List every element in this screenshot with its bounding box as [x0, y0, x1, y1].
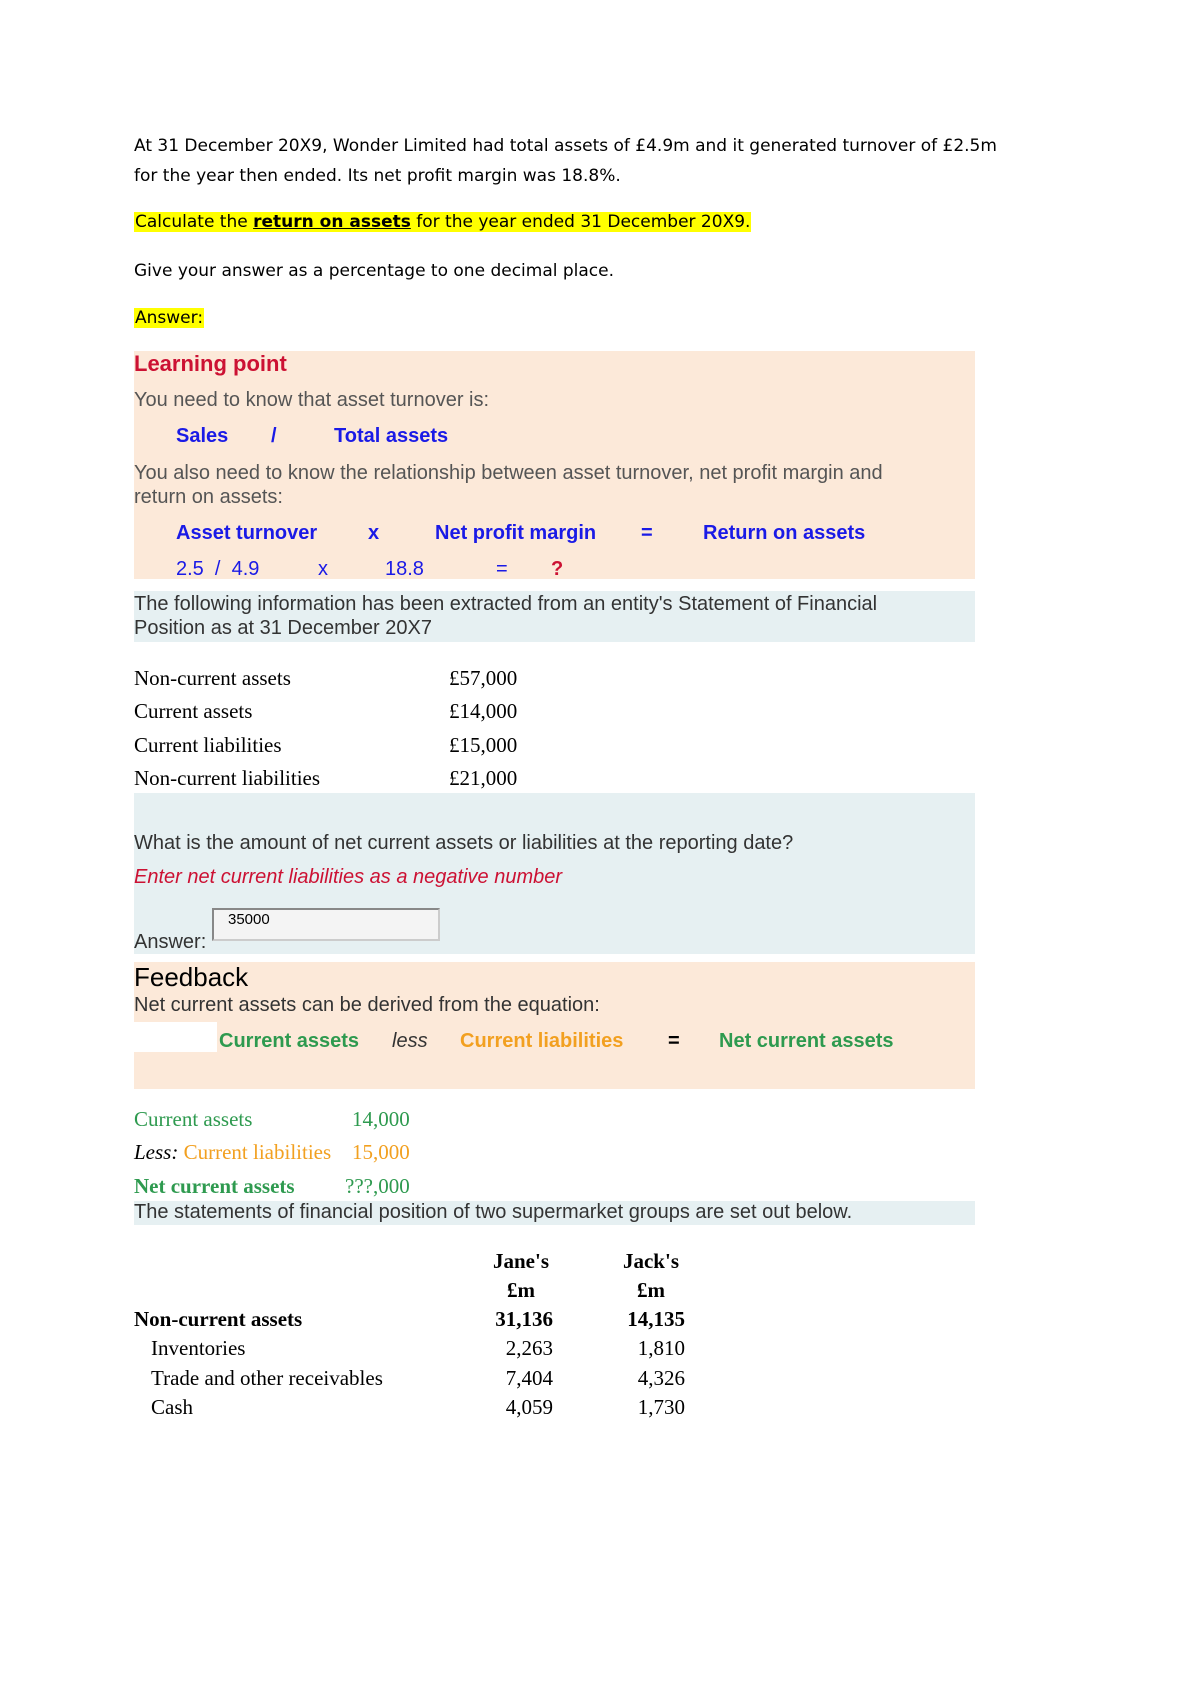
q1-intro-line2: for the year then ended. Its net profit margin was 18.8%. [134, 166, 621, 186]
calc-current-liabilities-label: Current liabilities [183, 1140, 332, 1164]
q1-calc-pre: Calculate the [135, 212, 254, 232]
q3-intro: The statements of financial position of two supermarket groups are set out below. [134, 1201, 853, 1223]
table-cell-jacks: 4,326 [637, 1366, 685, 1390]
calc-less-row [134, 1140, 331, 1165]
col-header-jacks: Jack's [622, 1249, 679, 1273]
q1-instruction: Give your answer as a percentage to one decimal place. [134, 261, 615, 281]
feedback-indent-cell [134, 1022, 217, 1052]
calc-net-current-assets-value: ???,000 [345, 1174, 410, 1198]
q1-calc-post: for the year ended 31 December 20X9. [410, 212, 751, 232]
q2-row-value: £57,000 [449, 666, 518, 690]
feedback-line1: Net current assets can be derived from the equation: [134, 994, 600, 1016]
q2-answer-input[interactable] [212, 908, 440, 941]
value-unknown: ? [551, 558, 564, 580]
table-cell-jacks: 1,810 [637, 1336, 685, 1360]
value-ratio: 2.5 / 4.9 [176, 558, 260, 580]
value-times: x [318, 558, 328, 580]
q2-row-value: £21,000 [449, 766, 518, 790]
calc-less: Less: [134, 1140, 179, 1164]
calc-net-current-assets-label: Net current assets [134, 1174, 295, 1198]
formula-equals: = [641, 522, 653, 544]
table-row-label: Trade and other receivables [151, 1366, 383, 1390]
table-row-label: Non-current assets [134, 1307, 303, 1331]
table-row-label: Inventories [151, 1336, 246, 1360]
q2-row-label: Current assets [134, 699, 253, 723]
q2-row-label: Non-current liabilities [134, 766, 321, 790]
q1-calc-instruction [134, 212, 751, 232]
learning-line2b: return on assets: [134, 486, 283, 508]
calc-current-liabilities-value: 15,000 [352, 1140, 410, 1164]
learning-point-title: Learning point [134, 351, 287, 376]
formula-net-profit-margin: Net profit margin [435, 522, 597, 544]
formula-times: x [368, 522, 380, 544]
q1-answer-label: Answer: [135, 308, 204, 328]
equation-current-liabilities: Current liabilities [460, 1030, 624, 1052]
formula-return-on-assets: Return on assets [703, 522, 866, 544]
table-cell-janes: 4,059 [505, 1395, 553, 1419]
q2-intro-line2: Position as at 31 December 20X7 [134, 617, 432, 639]
q2-row-label: Non-current assets [134, 666, 291, 690]
formula-slash: / [271, 425, 277, 447]
table-cell-jacks: 1,730 [637, 1395, 685, 1419]
calc-current-assets-value: 14,000 [352, 1107, 410, 1131]
table-row-label: Cash [151, 1395, 193, 1419]
col-header-janes: Jane's [492, 1249, 549, 1273]
table-cell-janes: 31,136 [495, 1307, 553, 1331]
q2-intro-line1: The following information has been extracted from an entity's Statement of Financial [134, 593, 878, 615]
q2-row-label: Current liabilities [134, 733, 282, 757]
col-unit-jacks: £m [637, 1278, 665, 1302]
learning-line1: You need to know that asset turnover is: [134, 389, 490, 411]
q1-intro-line1: At 31 December 20X9, Wonder Limited had total assets of £4.9m and it generated turnover of £2.5m [134, 136, 997, 156]
equation-equals: = [668, 1030, 680, 1052]
calc-current-assets-label: Current assets [134, 1107, 253, 1131]
value-equals: = [496, 558, 508, 580]
col-unit-janes: £m [507, 1278, 535, 1302]
return-on-assets-term: return on assets [253, 212, 411, 232]
feedback-title: Feedback [134, 962, 249, 992]
table-cell-janes: 2,263 [505, 1336, 553, 1360]
formula-sales: Sales [176, 425, 229, 447]
equation-less: less [392, 1030, 428, 1052]
q2-row-value: £14,000 [449, 699, 518, 723]
formula-asset-turnover: Asset turnover [176, 522, 318, 544]
value-npm: 18.8 [385, 558, 424, 580]
q2-hint: Enter net current liabilities as a negative number [134, 866, 563, 888]
learning-line2a: You also need to know the relationship between asset turnover, net profit margin and [134, 462, 883, 484]
table-cell-janes: 7,404 [505, 1366, 553, 1390]
formula-total-assets: Total assets [334, 425, 449, 447]
q2-answer-label: Answer: [134, 931, 207, 953]
feedback-panel [134, 962, 975, 1089]
table-cell-jacks: 14,135 [627, 1307, 685, 1331]
q2-row-value: £15,000 [449, 733, 518, 757]
q2-question: What is the amount of net current assets or liabilities at the reporting date? [134, 832, 794, 854]
equation-net-current-assets: Net current assets [719, 1030, 894, 1052]
equation-current-assets: Current assets [219, 1030, 360, 1052]
